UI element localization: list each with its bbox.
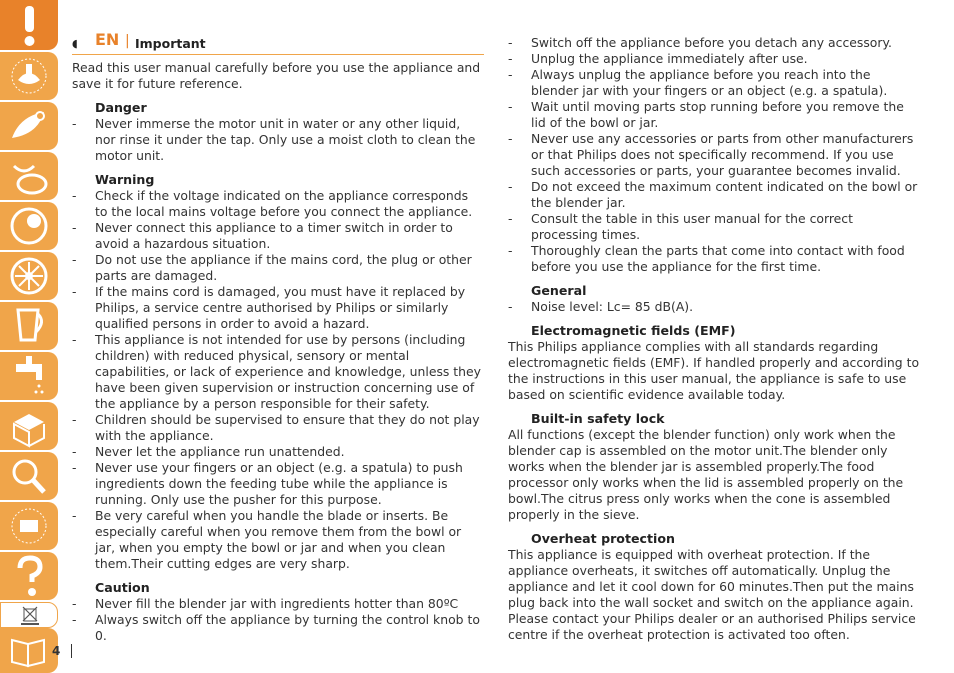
exclamation-icon — [0, 0, 58, 50]
sidebar-tab-help[interactable] — [0, 552, 58, 600]
world-wide-guarantee-icon — [0, 502, 58, 550]
emf-text: This Philips appliance complies with all standards regarding electromagnetic fields (EMF). If handled properly and according to the instructions in this user manual, the appliance is safe to use based on scientific evidence available today. — [508, 339, 920, 402]
list-item: - Do not use the appliance if the mains cord, the plug or other parts are damaged. — [72, 252, 484, 284]
magnifier-icon — [0, 452, 58, 500]
list-item: - Never fill the blender jar with ingredients hotter than 80ºC — [72, 596, 484, 612]
list-item: - Never use any accessories or parts from other manufacturers or that Philips does not specifically recommend. If you use such accessories or parts, your guarantee becomes invalid. — [508, 131, 920, 179]
blade-insert-icon — [0, 252, 58, 300]
language-code: EN — [95, 30, 120, 49]
tap-water-icon — [0, 352, 58, 400]
blender-jar-icon — [0, 302, 58, 350]
safety-lock-text: All functions (except the blender function) only work when the blender cap is assembled on the motor unit.The blender only works when the blender jar is assembled properly.The food processor only works when the lid is assembled properly on the bowl.The citrus press only works when the cone is assembled properly in the sieve. — [508, 427, 904, 522]
warning-heading: Warning — [95, 172, 155, 187]
sidebar-tab-jar[interactable] — [0, 302, 58, 350]
recycle-bin-icon — [1, 603, 57, 627]
list-item: - Children should be supervised to ensure that they do not play with the appliance. — [72, 412, 484, 444]
list-item: - Always unplug the appliance before you reach into the blender jar with your fingers or an object (e.g. a spatula). — [508, 67, 920, 99]
page-title: Important — [135, 36, 206, 51]
warning-list — [72, 188, 484, 572]
page-number: 4 — [52, 644, 61, 658]
sidebar-tab-insert[interactable] — [0, 252, 58, 300]
list-item: - Be very careful when you handle the blade or inserts. Be especially careful when you remove them from the bowl or jar, when you empty the bowl or jar and when you clean them.Their cutting edges are very sharp. — [72, 508, 484, 572]
heading-divider: | — [125, 33, 130, 49]
overheat-text: This appliance is equipped with overheat protection. If the appliance overheats, it switches off automatically. Unplug the appliance and let it cool down for 60 minutes.Then put the mains plug back into the wall socket and switch on the appliance again. Please contact your Philips dealer or an authorised Philips service centre if the overheat protection is activated too often. — [508, 547, 916, 642]
sidebar-tab-manual[interactable] — [0, 628, 61, 673]
list-item: - Never connect this appliance to a timer switch in order to avoid a hazardous situation. — [72, 220, 484, 252]
intro-text: Read this user manual carefully before you use the appliance and save it for future reference. — [72, 60, 481, 91]
list-item: - Thoroughly clean the parts that come into contact with food before you use the appliance for the first time. — [508, 243, 920, 275]
danger-heading: Danger — [95, 100, 147, 115]
danger-list — [72, 116, 484, 164]
sidebar-tab-citrus[interactable] — [0, 152, 58, 200]
section-heading — [72, 30, 484, 55]
sidebar-tab-environment[interactable] — [0, 602, 58, 628]
list-item: - Consult the table in this user manual for the correct processing times. — [508, 211, 920, 243]
list-item: - Do not exceed the maximum content indicated on the bowl or the blender jar. — [508, 179, 920, 211]
list-item: - Never immerse the motor unit in water or any other liquid, nor rinse it under the tap. Only use a moist cloth to clean the motor unit. — [72, 116, 484, 164]
sidebar-tab-guarantee[interactable] — [0, 502, 58, 550]
sidebar-tab-important[interactable] — [0, 0, 58, 50]
left-column — [72, 30, 484, 644]
arrow-icon: ◖ — [72, 37, 78, 50]
storage-box-icon — [0, 402, 58, 450]
list-item: - Switch off the appliance before you detach any accessory. — [508, 35, 920, 51]
citrus-press-icon — [0, 152, 58, 200]
blender-blade-icon — [0, 102, 58, 150]
sidebar-tab-storage[interactable] — [0, 402, 58, 450]
list-item: - Never let the appliance run unattended. — [72, 444, 484, 460]
overheat-heading: Overheat protection — [531, 531, 675, 546]
sidebar-tab-troubleshoot[interactable] — [0, 452, 58, 500]
list-item: - If the mains cord is damaged, you must have it replaced by Philips, a service centre authorised by Philips or similarly qualified persons in order to avoid a hazard. — [72, 284, 484, 332]
general-list — [508, 299, 920, 315]
caution-heading: Caution — [95, 580, 150, 595]
emf-heading: Electromagnetic fields (EMF) — [531, 323, 736, 338]
grater-disc-icon — [0, 202, 58, 250]
sidebar-tab-grater[interactable] — [0, 202, 58, 250]
caution-list — [72, 596, 484, 644]
list-item: - Wait until moving parts stop running before you remove the lid of the bowl or jar. — [508, 99, 920, 131]
list-item: - Never use your fingers or an object (e.g. a spatula) to push ingredients down the feeding tube while the appliance is running. Only use the pusher for this purpose. — [72, 460, 484, 508]
click-and-go-icon — [0, 52, 58, 100]
general-heading: General — [531, 283, 587, 298]
right-column — [508, 35, 920, 643]
question-icon — [0, 552, 58, 600]
list-item: - This appliance is not intended for use by persons (including children) with reduced physical, sensory or mental capabilities, or lack of experience and knowledge, unless they have been given supervision or instruction concerning use of the appliance by a person responsible for their safety. — [72, 332, 484, 412]
page-number-divider — [71, 644, 72, 658]
caution-list-continued — [508, 35, 920, 275]
sidebar-tab-blender[interactable] — [0, 102, 58, 150]
list-item: - Always switch off the appliance by turning the control knob to 0. — [72, 612, 484, 644]
sidebar — [0, 0, 60, 673]
sidebar-tab-cleaning[interactable] — [0, 352, 58, 400]
list-item: - Noise level: Lc= 85 dB(A). — [508, 299, 920, 315]
manual-book-icon — [0, 628, 61, 673]
list-item: - Check if the voltage indicated on the appliance corresponds to the local mains voltage before you connect the appliance. — [72, 188, 484, 220]
safety-lock-heading: Built-in safety lock — [531, 411, 665, 426]
sidebar-tab-click-go[interactable] — [0, 52, 58, 100]
list-item: - Unplug the appliance immediately after use. — [508, 51, 920, 67]
